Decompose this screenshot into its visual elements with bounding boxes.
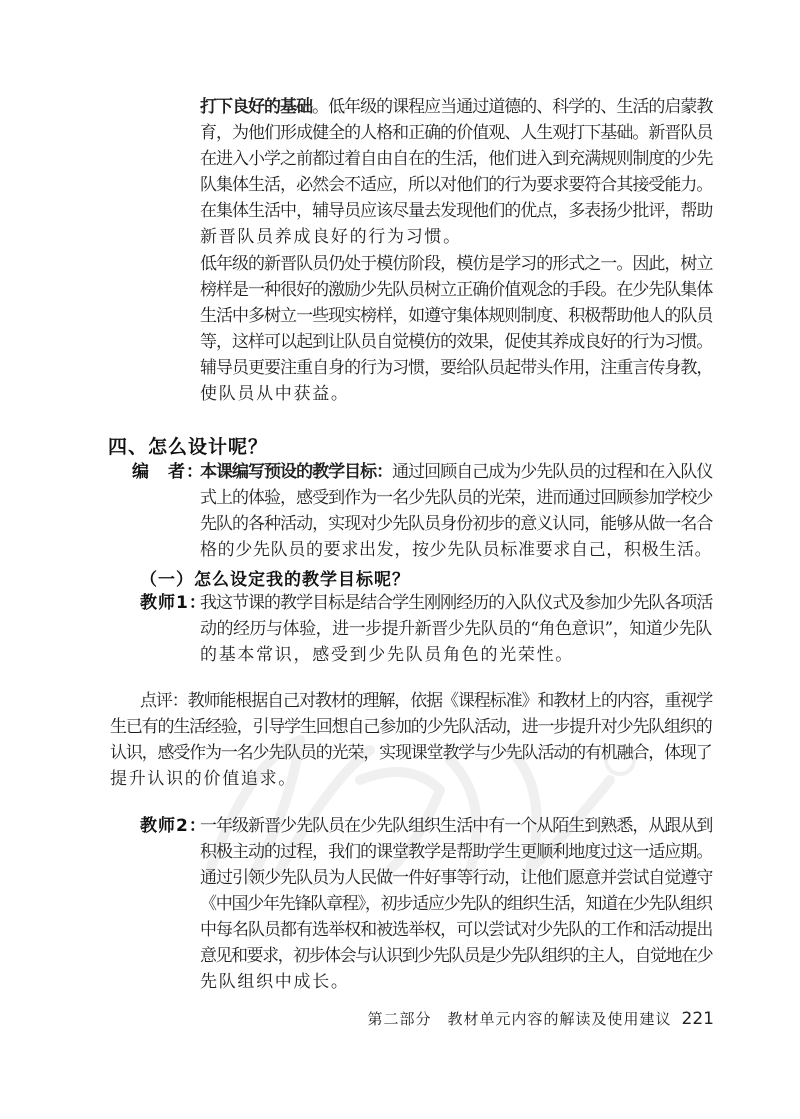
para2-line-5: 使队员从中获益。: [200, 384, 350, 404]
para2-line-4: 辅导员更要注重自身的行为习惯，要给队员起带头作用，注重言传身教，: [200, 358, 713, 378]
page-footer: [368, 1008, 714, 1029]
teacher2-line-1: 积极主动的过程，我们的课堂教学是帮助学生更顺利地度过这一适应期。: [200, 842, 713, 862]
teacher1-line-0: 我这节课的教学目标是结合学生刚刚经历的入队仪式及参加少先队各项活: [200, 593, 713, 613]
para1-line-0-text: 。低年级的课程应当通过道德的、科学的、生活的启蒙教: [312, 97, 713, 117]
para1-line-3: 队集体生活，必然会不适应，所以对他们的行为要求要符合其接受能力。: [200, 175, 713, 195]
teacher1-line-2: 的基本常识，感受到少先队员角色的光荣性。: [200, 645, 574, 665]
teacher2-line-5: 意见和要求，初步体会与认识到少先队员是少先队组织的主人，自觉地在少: [200, 946, 713, 966]
para1-bold-lead: 打下良好的基础: [200, 97, 313, 117]
editor-line-2: 先队的各种活动，实现对少先队员身份初步的意义认同，能够从做一名合: [200, 514, 713, 534]
teacher2-line-4: 中每名队员都有选举权和被选举权，可以尝试对少先队的工作和活动提出: [200, 920, 713, 940]
page-number: 221: [681, 1009, 714, 1029]
teacher1-label: 教师1：: [140, 593, 207, 613]
para1-line-2: 在进入小学之前都过着自由自在的生活，他们进入到充满规则制度的少先: [200, 149, 713, 169]
comment-line-0: 点评：教师能根据自己对教材的理解，依据《课程标准》和教材上的内容，重视学: [140, 691, 713, 711]
para1-line-1: 育，为他们形成健全的人格和正确的价值观、人生观打下基础。新晋队员: [200, 123, 713, 143]
para2-line-2: 生活中多树立一些现实榜样，如遵守集体规则制度、积极帮助他人的队员: [200, 306, 713, 326]
teacher2-line-0: 一年级新晋少先队员在少先队组织生活中有一个从陌生到熟悉，从跟从到: [200, 816, 713, 836]
para1-line-4: 在集体生活中，辅导员应该尽量去发现他们的优点，多表扬少批评，帮助: [200, 201, 713, 221]
comment-line-2: 认识，感受作为一名少先队员的光荣，实现课堂教学与少先队活动的有机融合，体现了: [110, 743, 712, 763]
para1-line-5: 新晋队员养成良好的行为习惯。: [200, 227, 462, 247]
editor-line-0: [200, 461, 712, 483]
editor-line-0-text: 通过回顾自己成为少先队员的过程和在入队仪: [392, 462, 713, 482]
teacher2-line-3: 《中国少年先锋队章程》，初步适应少先队的组织生活，知道在少先队组织: [200, 894, 712, 914]
editor-line-1: 式上的体验，感受到作为一名少先队员的光荣，进而通过回顾参加学校少: [200, 488, 713, 508]
para2-line-1: 榜样是一种很好的激励少先队员树立正确价值观念的手段。在少先队集体: [200, 280, 713, 300]
comment-line-1: 生已有的生活经验，引导学生回想自己参加的少先队活动，进一步提升对少先队组织的: [110, 717, 712, 737]
para2-line-3: 等，这样可以起到让队员自觉模仿的效果，促使其养成良好的行为习惯。: [200, 332, 713, 352]
editor-lead: 本课编写预设的教学目标：: [200, 462, 393, 482]
para1-line-0: [200, 96, 712, 118]
editor-line-3: 格的少先队员的要求出发，按少先队员标准要求自己，积极生活。: [200, 540, 713, 560]
section-heading: 四、怎么设计呢？: [108, 436, 269, 458]
editor-label: 编 者：: [132, 462, 204, 482]
teacher2-line-2: 通过引领少先队员为人民做一件好事等行动，让他们愿意并尝试自觉遵守: [200, 868, 713, 888]
para2-line-0: 低年级的新晋队员仍处于模仿阶段，模仿是学习的形式之一。因此，树立: [200, 254, 713, 274]
comment-line-3: 提升认识的价值追求。: [110, 769, 297, 789]
subheading: （一）怎么设定我的教学目标呢？: [140, 570, 410, 590]
teacher2-line-6: 先队组织中成长。: [200, 972, 350, 992]
footer-section-title: 第二部分 教材单元内容的解读及使用建议: [367, 1010, 672, 1028]
teacher1-line-1: 动的经历与体验，进一步提升新晋少先队员的“角色意识”，知道少先队: [200, 619, 712, 639]
teacher2-label: 教师2：: [140, 816, 207, 836]
